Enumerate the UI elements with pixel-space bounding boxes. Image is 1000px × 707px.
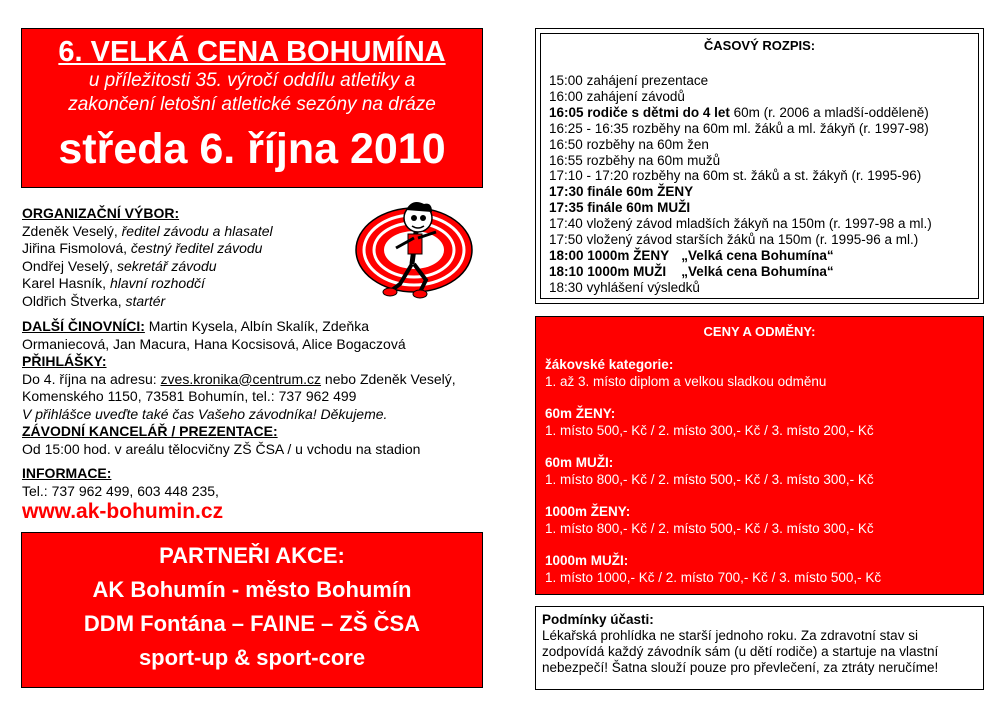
organizer-row bbox=[22, 223, 352, 241]
event-date: středa 6. října 2010 bbox=[58, 125, 446, 173]
schedule-event: zahájení závodů bbox=[586, 88, 685, 104]
schedule-event: 1000m ŽENY bbox=[587, 247, 670, 263]
partners-box bbox=[21, 532, 483, 688]
schedule-event: 1000m MUŽI bbox=[587, 263, 667, 279]
schedule-event: rozběhy na 60m mužů bbox=[586, 152, 721, 168]
schedule-time: 17:30 bbox=[549, 184, 584, 200]
schedule-item bbox=[549, 137, 978, 153]
prize-amounts: 1. místo 800,- Kč / 2. místo 500,- Kč / 3. místo 300,- Kč bbox=[545, 520, 874, 536]
schedule-time: 16:00 bbox=[549, 88, 583, 104]
prize-block bbox=[545, 553, 983, 586]
organizer-name: Ondřej Veselý, bbox=[22, 257, 117, 274]
schedule-time: 16:55 bbox=[549, 152, 583, 168]
schedule-item bbox=[549, 248, 978, 264]
schedule-item bbox=[549, 200, 978, 216]
organizer-name: Zdeněk Veselý, bbox=[22, 222, 122, 239]
prizes-heading: CENY A ODMĚNY: bbox=[703, 324, 816, 339]
conditions-heading: Podmínky účasti: bbox=[542, 612, 654, 627]
organizers-section bbox=[22, 205, 352, 310]
schedule-item bbox=[549, 121, 978, 137]
prize-amounts: 1. místo 500,- Kč / 2. místo 300,- Kč / 3. místo 200,- Kč bbox=[545, 422, 874, 438]
schedule-heading: ČASOVÝ ROZPIS: bbox=[703, 38, 816, 53]
schedule-event: rozběhy na 60m žen bbox=[586, 136, 709, 152]
info-phones: Tel.: 737 962 499, 603 448 235, bbox=[22, 482, 219, 499]
schedule-time: 18:10 bbox=[549, 263, 584, 279]
organizers-heading: ORGANIZAČNÍ VÝBOR: bbox=[22, 205, 180, 221]
info-heading: INFORMACE: bbox=[22, 465, 112, 481]
schedule-event: vložený závod mladších žákyň na 150m (r. 1997-98 a ml.) bbox=[586, 216, 932, 232]
prize-block bbox=[545, 504, 983, 537]
registration-email-link[interactable]: zves.kronika@centrum.cz bbox=[160, 370, 322, 387]
schedule-time: 17:10 - 17:20 bbox=[549, 168, 629, 184]
registration-text: Do 4. října na adresu: bbox=[22, 370, 161, 387]
website-link[interactable]: www.ak-bohumin.cz bbox=[22, 500, 224, 523]
event-subtitle-2: zakončení letošní atletické sezóny na dráze bbox=[68, 94, 436, 115]
registration-note: V přihlášce uveďte také čas Vašeho závodníka! Děkujeme. bbox=[22, 405, 388, 422]
schedule-list bbox=[549, 73, 978, 296]
conditions-text: Lékařská prohlídka ne starší jednoho roku. Za zdravotní stav si zodpovídá každý závodník sám (u dětí rodiče) a startuje na vlastní nebezpečí! Šatna slouží pouze pro převlečení, za ztráty neručíme! bbox=[542, 628, 939, 675]
partners-title: PARTNEŘI AKCE: bbox=[159, 543, 345, 568]
info-section bbox=[22, 465, 482, 500]
conditions-box bbox=[535, 606, 984, 690]
schedule-event: zahájení prezentace bbox=[586, 73, 709, 88]
registration-text: nebo Zdeněk Veselý, bbox=[321, 370, 456, 387]
prizes-box bbox=[535, 316, 984, 595]
prize-amounts: 1. místo 1000,- Kč / 2. místo 700,- Kč / 3. místo 500,- Kč bbox=[545, 569, 882, 585]
title-box bbox=[21, 28, 483, 188]
schedule-event: vložený závod starších žáků na 150m (r. 1995-96 a ml.) bbox=[586, 232, 919, 248]
schedule-time: 17:35 bbox=[549, 200, 584, 216]
schedule-frame bbox=[540, 33, 979, 299]
workers-names-1: Martin Kysela, Albín Skalík, Zdeňka bbox=[144, 318, 369, 334]
organizer-role: hlavní rozhodčí bbox=[109, 275, 205, 291]
organizer-role: ředitel závodu a hlasatel bbox=[121, 222, 273, 239]
schedule-event: rozběhy na 60m st. žáků a st. žákyň (r. 1995-96) bbox=[632, 168, 922, 184]
organizer-role: sekretář závodu bbox=[116, 257, 217, 274]
schedule-event-quote: „Velká cena Bohumína“ bbox=[681, 263, 834, 279]
workers-line-1 bbox=[22, 318, 482, 336]
schedule-event: vyhlášení výsledků bbox=[586, 279, 700, 295]
prize-blocks bbox=[536, 357, 983, 586]
schedule-time: 16:05 bbox=[549, 104, 584, 120]
schedule-item bbox=[549, 264, 978, 280]
organizer-name: Oldřich Štverka, bbox=[22, 292, 126, 309]
schedule-time: 16:25 - 16:35 bbox=[549, 120, 629, 136]
workers-heading: DALŠÍ ČINOVNÍCI: bbox=[22, 318, 145, 334]
schedule-item bbox=[549, 232, 978, 248]
organizer-role: čestný ředitel závodu bbox=[130, 240, 263, 256]
event-subtitle-1: u příležitosti 35. výročí oddílu atletiky a bbox=[88, 70, 416, 91]
prize-category: 1000m ŽENY: bbox=[545, 504, 631, 519]
schedule-item bbox=[549, 153, 978, 169]
organizer-row bbox=[22, 240, 352, 258]
schedule-item bbox=[549, 73, 978, 89]
schedule-time: 18:30 bbox=[549, 279, 583, 295]
organizer-name: Jiřina Fismolová, bbox=[22, 240, 131, 256]
prize-category: 60m MUŽI: bbox=[545, 455, 614, 470]
prize-category: žákovské kategorie: bbox=[545, 357, 674, 372]
schedule-item bbox=[549, 89, 978, 105]
partners-line-3: sport-up & sport-core bbox=[138, 645, 366, 670]
schedule-event: rodiče s dětmi do 4 let bbox=[587, 104, 730, 120]
prize-block bbox=[545, 357, 983, 390]
schedule-event-detail: 60m (r. 2006 a mladší-odděleně) bbox=[729, 104, 929, 120]
prize-block bbox=[545, 455, 983, 488]
schedule-item bbox=[549, 216, 978, 232]
prize-category: 60m ŽENY: bbox=[545, 406, 616, 421]
schedule-event: rozběhy na 60m ml. žáků a ml. žákyň (r. 1997-98) bbox=[632, 120, 929, 136]
organizer-name: Karel Hasník, bbox=[22, 275, 110, 291]
workers-section bbox=[22, 318, 482, 458]
schedule-event: finále 60m MUŽI bbox=[587, 200, 691, 216]
prize-amounts: 1. až 3. místo diplom a velkou sladkou odměnu bbox=[545, 373, 827, 389]
schedule-box bbox=[535, 28, 984, 304]
schedule-item bbox=[549, 280, 978, 296]
schedule-time: 18:00 bbox=[549, 247, 584, 263]
schedule-event-quote: „Velká cena Bohumína“ bbox=[681, 247, 834, 263]
prize-block bbox=[545, 406, 983, 439]
event-title: 6. VELKÁ CENA BOHUMÍNA bbox=[58, 36, 446, 68]
organizer-role: startér bbox=[125, 292, 166, 309]
organizer-row bbox=[22, 258, 352, 276]
schedule-item bbox=[549, 168, 978, 184]
registration-address: Komenského 1150, 73581 Bohumín, tel.: 737 962 499 bbox=[22, 388, 357, 404]
prize-amounts: 1. místo 800,- Kč / 2. místo 500,- Kč / 3. místo 300,- Kč bbox=[545, 471, 874, 487]
prize-category: 1000m MUŽI: bbox=[545, 553, 629, 568]
schedule-time: 17:50 bbox=[549, 232, 583, 248]
schedule-event: finále 60m ŽENY bbox=[587, 184, 694, 200]
partners-line-2: DDM Fontána – FAINE – ZŠ ČSA bbox=[83, 611, 421, 636]
office-text: Od 15:00 hod. v areálu tělocvičny ZŠ ČSA / u vchodu na stadion bbox=[22, 440, 421, 457]
registration-heading: PŘIHLÁŠKY: bbox=[22, 353, 107, 369]
schedule-time: 15:00 bbox=[549, 73, 583, 88]
schedule-time: 16:50 bbox=[549, 136, 583, 152]
organizer-row bbox=[22, 293, 352, 311]
schedule-item bbox=[549, 184, 978, 200]
schedule-time: 17:40 bbox=[549, 216, 583, 232]
schedule-item bbox=[549, 105, 978, 121]
office-heading: ZÁVODNÍ KANCELÁŘ / PREZENTACE: bbox=[22, 423, 278, 439]
running-athlete-mascot-icon bbox=[352, 196, 480, 304]
partners-line-1: AK Bohumín - město Bohumín bbox=[92, 577, 412, 602]
registration-line-1 bbox=[22, 371, 482, 389]
organizer-row bbox=[22, 275, 352, 293]
workers-names-2: Ormaniecová, Jan Macura, Hana Kocsisová, Alice Bogaczová bbox=[22, 335, 406, 352]
